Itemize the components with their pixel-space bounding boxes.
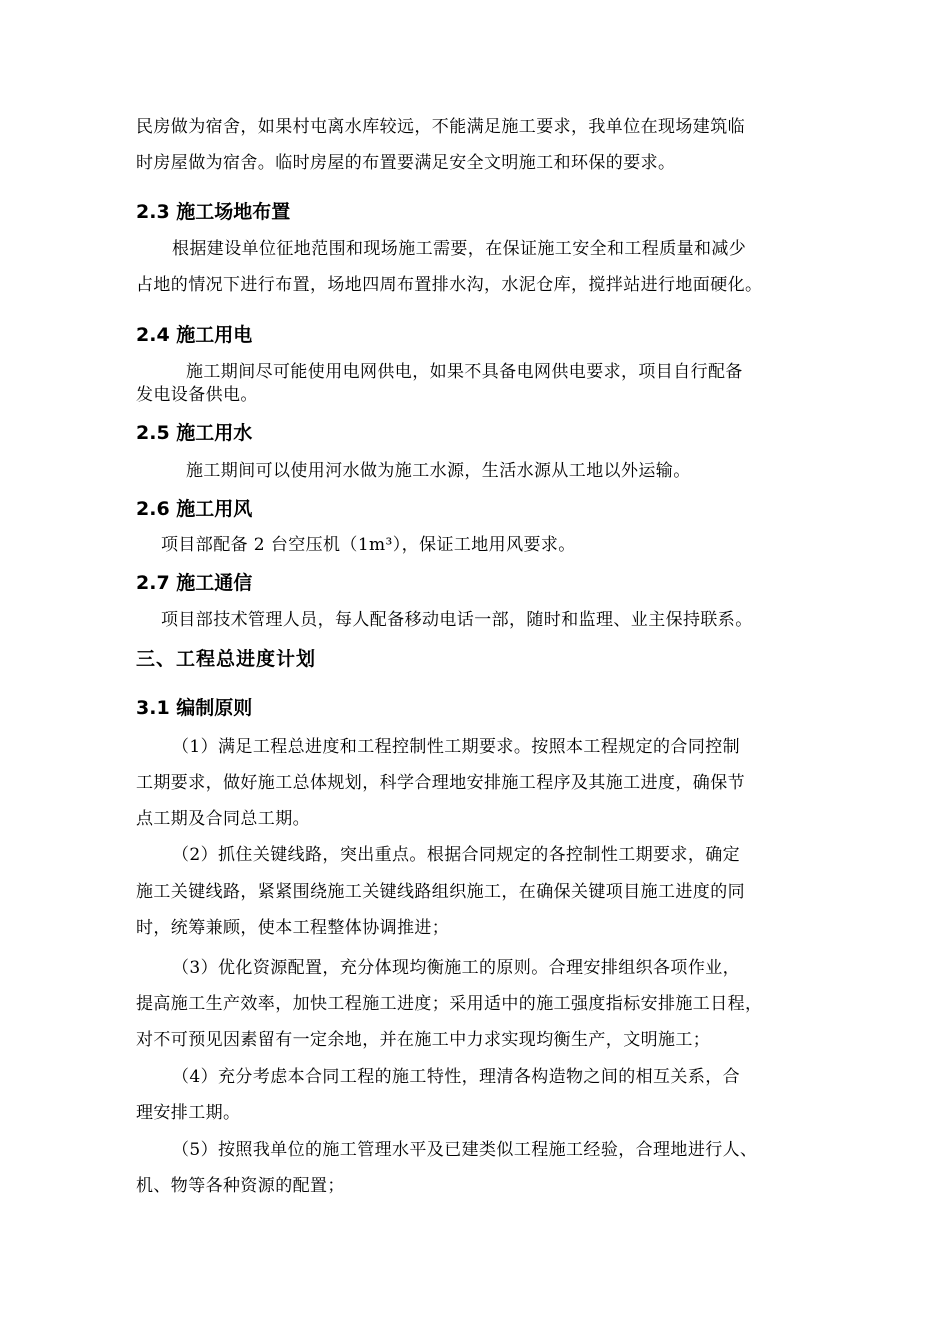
paragraph-line: 时房屋做为宿舍。临时房屋的布置要满足安全文明施工和环保的要求。 — [136, 153, 676, 173]
section-heading-2-5: 2.5 施工用水 — [136, 422, 253, 444]
section-heading-2-3: 2.3 施工场地布置 — [136, 201, 291, 223]
section-heading-2-7: 2.7 施工通信 — [136, 572, 253, 594]
paragraph-line: 提高施工生产效率，加快工程施工进度；采用适中的施工强度指标安排施工日程， — [136, 994, 763, 1014]
paragraph-line: （5）按照我单位的施工管理水平及已建类似工程施工经验，合理地进行人、 — [172, 1140, 758, 1160]
paragraph-line: 工期要求，做好施工总体规划，科学合理地安排施工程序及其施工进度，确保节 — [136, 773, 745, 793]
paragraph-line: 时，统筹兼顾，使本工程整体协调推进； — [136, 918, 450, 938]
section-heading-3-1: 3.1 编制原则 — [136, 697, 253, 719]
chapter-heading-3: 三、工程总进度计划 — [136, 648, 317, 670]
paragraph-line: 占地的情况下进行布置，场地四周布置排水沟，水泥仓库，搅拌站进行地面硬化。 — [136, 275, 763, 295]
paragraph-line: （3）优化资源配置，充分体现均衡施工的原则。合理安排组织各项作业， — [172, 958, 741, 978]
paragraph-line: 发电设备供电。 — [136, 385, 258, 405]
paragraph-line: 项目部配备 2 台空压机（1m³），保证工地用风要求。 — [161, 535, 576, 555]
paragraph-line: 项目部技术管理人员，每人配备移动电话一部，随时和监理、业主保持联系。 — [161, 610, 753, 630]
paragraph-line: 理安排工期。 — [136, 1103, 241, 1123]
paragraph-line: （1）满足工程总进度和工程控制性工期要求。按照本工程规定的合同控制 — [172, 737, 741, 757]
paragraph-line: （2）抓住关键线路，突出重点。根据合同规定的各控制性工期要求，确定 — [172, 845, 741, 865]
paragraph-line: （4）充分考虑本合同工程的施工特性，理清各构造物之间的相互关系，合 — [172, 1067, 741, 1087]
paragraph-line: 施工期间可以使用河水做为施工水源，生活水源从工地以外运输。 — [186, 461, 691, 481]
paragraph-line: 根据建设单位征地范围和现场施工需要，在保证施工安全和工程质量和减少 — [172, 239, 747, 259]
paragraph-line: 机、物等各种资源的配置； — [136, 1176, 345, 1196]
section-heading-2-4: 2.4 施工用电 — [136, 324, 253, 346]
paragraph-line: 施工关键线路，紧紧围绕施工关键线路组织施工，在确保关键项目施工进度的同 — [136, 882, 745, 902]
paragraph-line: 施工期间尽可能使用电网供电，如果不具备电网供电要求，项目自行配备 — [186, 362, 743, 382]
paragraph-line: 对不可预见因素留有一定余地，并在施工中力求实现均衡生产，文明施工； — [136, 1030, 711, 1050]
section-heading-2-6: 2.6 施工用风 — [136, 498, 253, 520]
paragraph-line: 点工期及合同总工期。 — [136, 809, 310, 829]
paragraph-line: 民房做为宿舍，如果村屯离水库较远，不能满足施工要求，我单位在现场建筑临 — [136, 117, 745, 137]
